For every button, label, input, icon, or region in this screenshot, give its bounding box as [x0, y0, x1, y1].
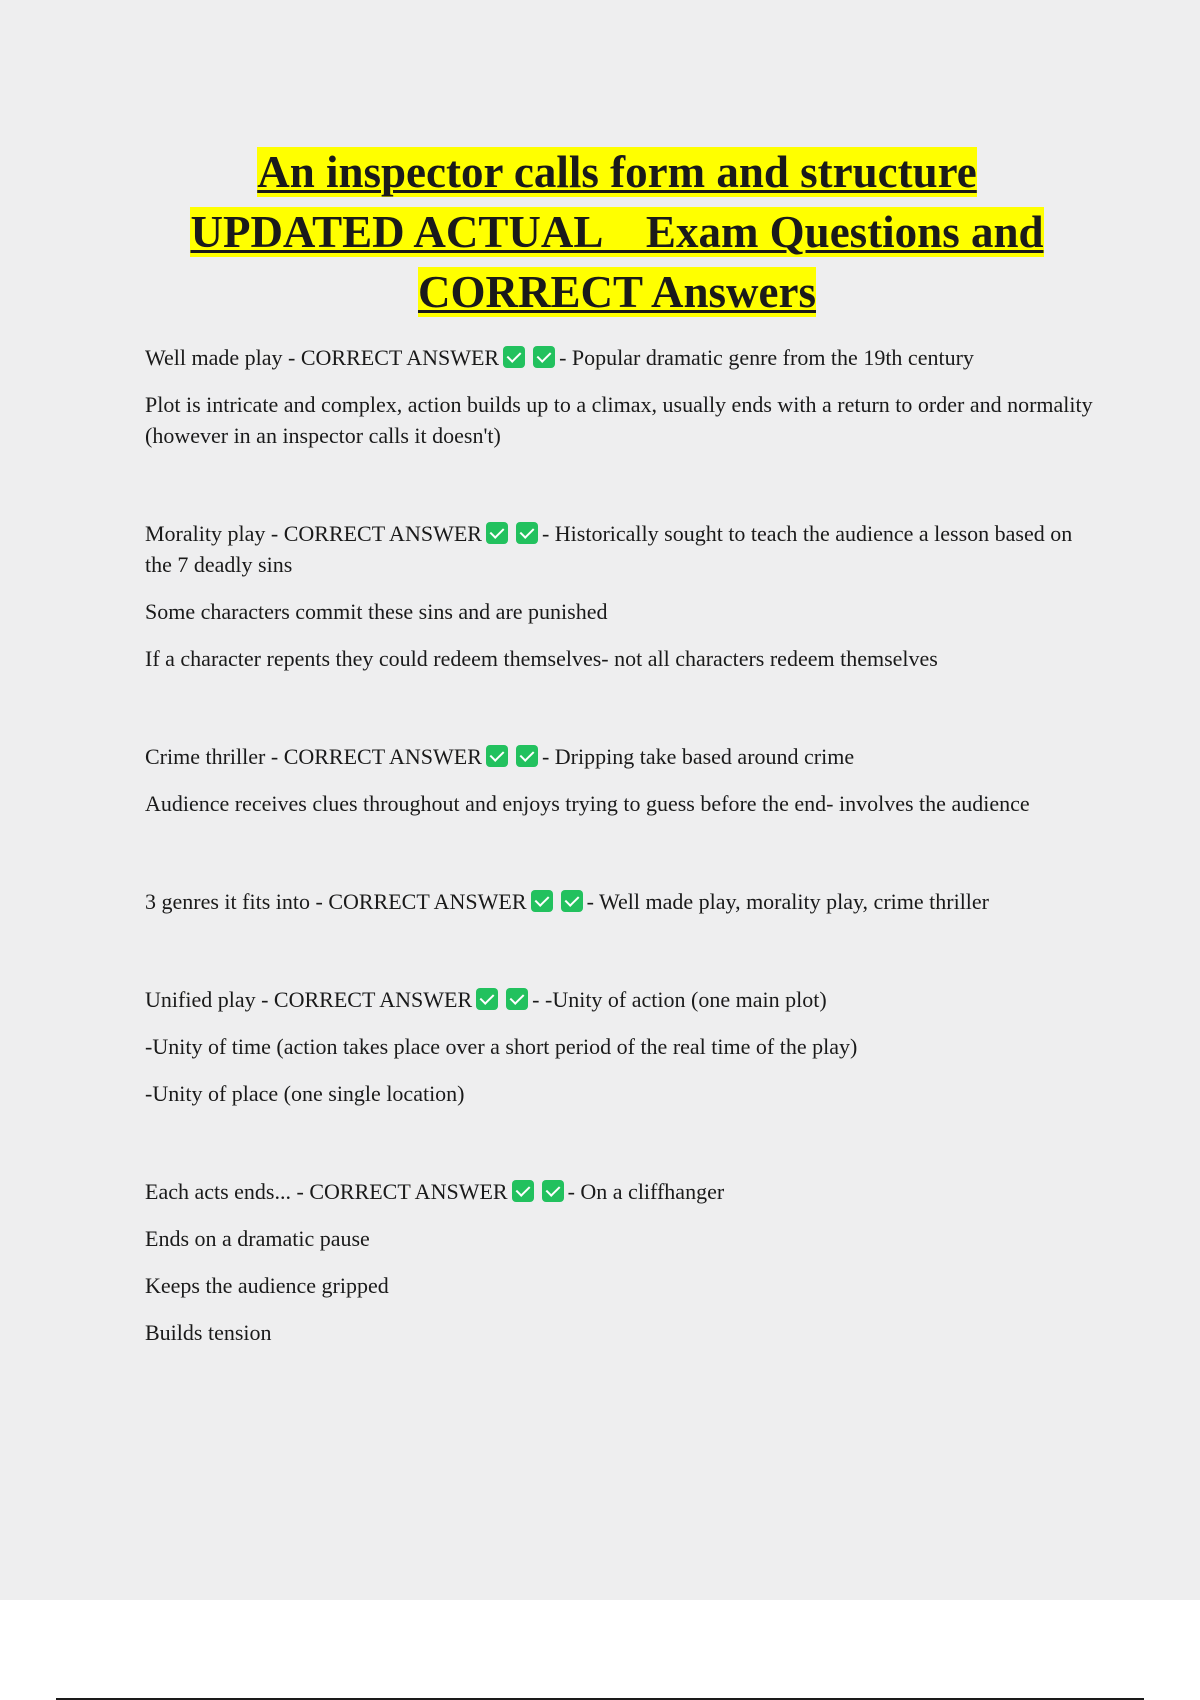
answer-detail: Some characters commit these sins and are punished	[145, 599, 608, 624]
title-line: CORRECT Answers	[418, 267, 816, 317]
check-box-icon	[506, 988, 528, 1010]
answer-text: - On a cliffhanger	[567, 1179, 725, 1204]
answer-detail: -Unity of time (action takes place over a short period of the real time of the play)	[145, 1034, 858, 1059]
question-line: 3 genres it fits into - CORRECT ANSWER - Well made play, morality play, crime thriller	[145, 889, 990, 914]
correct-answer-label: CORRECT ANSWER	[309, 1179, 508, 1204]
answer-detail: Audience receives clues throughout and enjoys trying to guess before the end- involves the audience	[145, 791, 1030, 816]
qa-entry	[145, 1176, 1095, 1348]
check-box-icon	[512, 1180, 534, 1202]
check-box-icon	[516, 745, 538, 767]
question-line: Unified play - CORRECT ANSWER - -Unity of action (one main plot)	[145, 987, 827, 1012]
qa-entry	[145, 342, 1095, 451]
title-line: UPDATED ACTUAL Exam Questions and	[190, 207, 1044, 257]
question-term: Unified play	[145, 987, 256, 1012]
check-box-icon	[486, 745, 508, 767]
answer-text: - Popular dramatic genre from the 19th century	[559, 345, 974, 370]
check-box-icon	[516, 522, 538, 544]
check-box-icon	[531, 890, 553, 912]
question-line: Each acts ends... - CORRECT ANSWER - On a cliffhanger	[145, 1179, 725, 1204]
correct-answer-label: CORRECT ANSWER	[283, 521, 482, 546]
answer-text: - -Unity of action (one main plot)	[532, 987, 827, 1012]
question-term: Morality play	[145, 521, 266, 546]
answer-detail: If a character repents they could redeem themselves- not all characters redeem themselves	[145, 646, 938, 671]
question-term: Well made play	[145, 345, 283, 370]
title-line: An inspector calls form and structure	[257, 147, 977, 197]
check-box-icon	[533, 346, 555, 368]
check-box-icon	[486, 522, 508, 544]
answer-text: - Historically sought to teach the audience a lesson based on the 7 deadly sins	[145, 521, 1073, 577]
answer-detail: Plot is intricate and complex, action builds up to a climax, usually ends with a return to order and normality (however in an inspector calls it doesn't)	[145, 392, 1093, 448]
answer-detail: -Unity of place (one single location)	[145, 1081, 465, 1106]
check-box-icon	[542, 1180, 564, 1202]
qa-entry	[145, 518, 1095, 674]
answer-detail: Builds tension	[145, 1320, 272, 1345]
answer-detail: Ends on a dramatic pause	[145, 1226, 370, 1251]
question-term: Crime thriller	[145, 744, 266, 769]
check-box-icon	[503, 346, 525, 368]
correct-answer-label: CORRECT ANSWER	[328, 889, 527, 914]
question-line: Well made play - CORRECT ANSWER - Popular dramatic genre from the 19th century	[145, 345, 974, 370]
qa-entry	[145, 984, 1095, 1109]
correct-answer-label: CORRECT ANSWER	[273, 987, 473, 1012]
qa-list	[145, 342, 1095, 1415]
question-term: 3 genres it fits into	[145, 889, 310, 914]
qa-entry	[145, 741, 1095, 819]
answer-detail: Keeps the audience gripped	[145, 1273, 389, 1298]
question-line: Crime thriller - CORRECT ANSWER - Dripping take based around crime	[145, 744, 855, 769]
answer-text: - Well made play, morality play, crime thriller	[586, 889, 990, 914]
qa-entry	[145, 886, 1095, 917]
check-box-icon	[476, 988, 498, 1010]
check-box-icon	[561, 890, 583, 912]
question-term: Each acts ends...	[145, 1179, 291, 1204]
question-line: Morality play - CORRECT ANSWER - Historically sought to teach the audience a lesson based on the 7 deadly sins	[145, 521, 1073, 577]
correct-answer-label: CORRECT ANSWER	[300, 345, 500, 370]
answer-text: - Dripping take based around crime	[541, 744, 855, 769]
correct-answer-label: CORRECT ANSWER	[283, 744, 482, 769]
document-title	[100, 142, 1134, 322]
